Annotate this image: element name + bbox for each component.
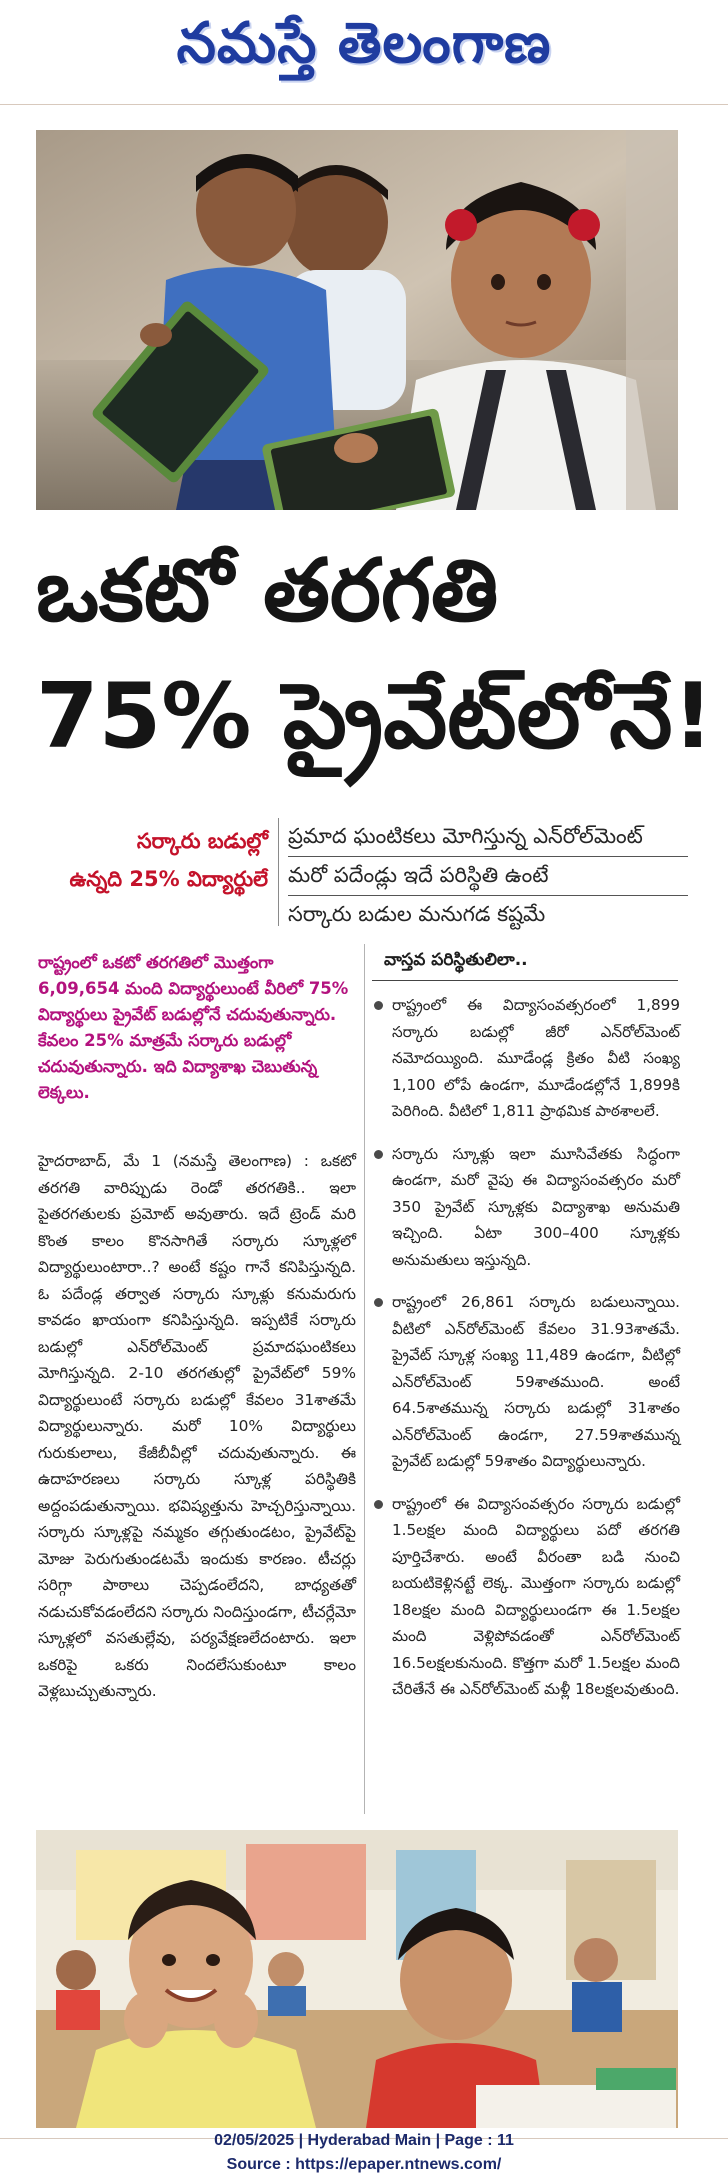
sidebar-heading: వాస్తవ పరిస్థితులిలా..	[384, 950, 528, 970]
column-divider	[364, 944, 365, 1814]
kicker-highlight-line: ఉన్నది 25% విద్యార్థులే	[69, 867, 268, 891]
bullet-text: రాష్ట్రంలో 26,861 సర్కారు బడులున్నాయి. వీటిలో ఎన్‌రోల్‌మెంట్ కేవలం 31.93శాతమే. ప్రైవేట్ స్కూళ్ల సంఖ్య 11,489 ఉండగా, వీటిల్లో ఎన్‌రోల్‌మెంట్ 59శాతముంది. అంటే 64.5శాతమున్న సర్కారు బడుల్లో 31శాతం ఎన్‌రోల్‌మెంట్ ఉండగా, 27.59శాతమున్న ప్రైవేట్ బడుల్లో 59శాతం విద్యార్థులున్నారు.	[392, 1293, 680, 1470]
list-item	[372, 992, 680, 1125]
masthead	[0, 0, 728, 100]
bullet-icon	[374, 1500, 383, 1509]
kicker-divider	[278, 818, 279, 926]
subhead-line: ప్రమాద ఘంటికలు మోగిస్తున్న ఎన్‌రోల్‌మెంట్	[288, 818, 688, 857]
list-item	[372, 1491, 680, 1703]
subhead-line: సర్కారు బడుల మనుగడ కష్టమే	[288, 902, 546, 926]
headline-line-2: 75% ప్రైవేట్‌లోనే!	[36, 664, 714, 769]
bullet-icon	[374, 1298, 383, 1307]
sidebar-bullet-list	[372, 992, 680, 1719]
bullet-icon	[374, 1150, 383, 1159]
bottom-photo-classroom-children	[36, 1830, 678, 2128]
sidebar-heading-rule	[372, 980, 678, 981]
footer-edition: 02/05/2025 | Hyderabad Main | Page : 11	[214, 2132, 514, 2149]
article-body: హైదరాబాద్, మే 1 (నమస్తే తెలంగాణ) : ఒకటో తరగతి వారిప్పుడు రెండో తరగతికి.. ఇలా పైతరగతులకు ప్రమోట్ అవుతారు. ఇదే ట్రెండ్ మరి కొంత కాలం కొనసాగితే సర్కారు స్కూళ్లలో విద్యార్థులుంటారా..? అంటే కష్టం గానే కనిపిస్తున్నది. ఓ పదేండ్ల తర్వాత సర్కారు స్కూళ్లు కనుమరుగు కావడం ఖాయంగా కనిపిస్తున్నది. ఇప్పటికే సర్కారు బడుల్లో ఎన్‌రోల్‌మెంట్ ప్రమాదఘంటికలు మోగిస్తున్నది. 2-10 తరగతుల్లో ప్రైవేట్‌లో 59% విద్యార్థులుంటే సర్కారు బడుల్లో కేవలం 31శాతమే విద్యార్థులున్నారు. మరో 10% విద్యార్థులు గురుకులాలు, కేజీబీవీల్లో చదువుతున్నారు. ఈ ఉదాహరణలు సర్కారు స్కూళ్ల పరిస్థితికి అద్దంపడుతున్నాయి. భవిష్యత్తును హెచ్చరిస్తున్నాయి. సర్కారు స్కూళ్లపై నమ్మకం తగ్గుతుండటం, ప్రైవేట్‌పై మోజు పెరుగుతుండటమే ఇందుకు కారణం. టీచర్లు సరిగ్గా పాఠాలు చెప్పడంలేదని, బాధ్యతతో నడుచుకోవడంలేదని సర్కారు నిందిస్తుండగా, టీచర్లేమో స్కూళ్లలో వసతుల్లేవు, పర్యవేక్షణలేదంటారు. ఇలా ఒకరిపై ఒకరు నిందలేసుకుంటూ కాలం వెళ్లబుచ్చుతున్నారు.	[38, 1152, 356, 1700]
list-item	[372, 1141, 680, 1274]
bullet-text: రాష్ట్రంలో ఈ విద్యాసంవత్సరం సర్కారు బడుల్లో 1.5లక్షల మంది విద్యార్థులు పదో తరగతి పూర్తిచేశారు. అంటే వీరంతా బడి నుంచి బయటికెళ్లినట్టే లెక్క. మొత్తంగా సర్కారు బడుల్లో 18లక్షల మంది విద్యార్థులుండగా ఈ 1.5లక్షల మంది వెళ్లిపోవడంతో ఎన్‌రోల్‌మెంట్ 16.5లక్షలకునుంది. కొత్తగా మరో 1.5లక్షల మంది చేరితేనే ఈ ఎన్‌రోల్‌మెంట్ మళ్లీ 18లక్షలవుతుంది.	[392, 1494, 680, 1698]
kicker-highlight	[36, 822, 268, 898]
bullet-text: సర్కారు స్కూళ్లు ఇలా మూసివేతకు సిద్ధంగా ఉండగా, మరో వైపు ఈ విద్యాసంవత్సరం మరో 350 ప్రైవేట్ స్కూళ్లకు విద్యాశాఖ అనుమతి ఇచ్చింది. ఏటా 300–400 స్కూళ్లకు అనుమతులు ఇస్తున్నది.	[392, 1144, 680, 1269]
top-photo-children-with-slates	[36, 130, 678, 510]
lead-paragraph: రాష్ట్రంలో ఒకటో తరగతిలో మొత్తంగా 6,09,654 మంది విద్యార్థులుంటే వీరిలో 75% విద్యార్థులు ప్రైవేట్ బడుల్లోనే చదువుతున్నారు. కేవలం 25% మాత్రమే సర్కారు బడుల్లో చదువుతున్నారు. ఇది విద్యాశాఖ చెబుతున్న లెక్కలు.	[38, 953, 349, 1102]
bullet-text: రాష్ట్రంలో ఈ విద్యాసంవత్సరంలో 1,899 సర్కారు బడుల్లో జీరో ఎన్‌రోల్‌మెంట్ నమోదయ్యింది. మూడేండ్ల క్రితం వీటి సంఖ్య 1,100 లోపే ఉండగా, మూడేండల్లోనే 1,899కి పెరిగింది. వీటిలో 1,811 ప్రాథమిక పాఠశాలలే.	[392, 996, 680, 1120]
masthead-divider	[0, 104, 728, 105]
list-item	[372, 1289, 680, 1475]
headline-line-1: ఒకటో తరగతి	[36, 541, 499, 641]
kicker-highlight-line: సర్కారు బడుల్లో	[136, 829, 268, 853]
bullet-icon	[374, 1001, 383, 1010]
subhead-line: మరో పదేండ్లు ఇదే పరిస్థితి ఉంటే	[288, 857, 688, 896]
newspaper-logo: నమస్తే తెలంగాణ	[176, 10, 552, 76]
footer-source: Source : https://epaper.ntnews.com/	[226, 2156, 502, 2173]
kicker-subheads	[288, 818, 688, 934]
